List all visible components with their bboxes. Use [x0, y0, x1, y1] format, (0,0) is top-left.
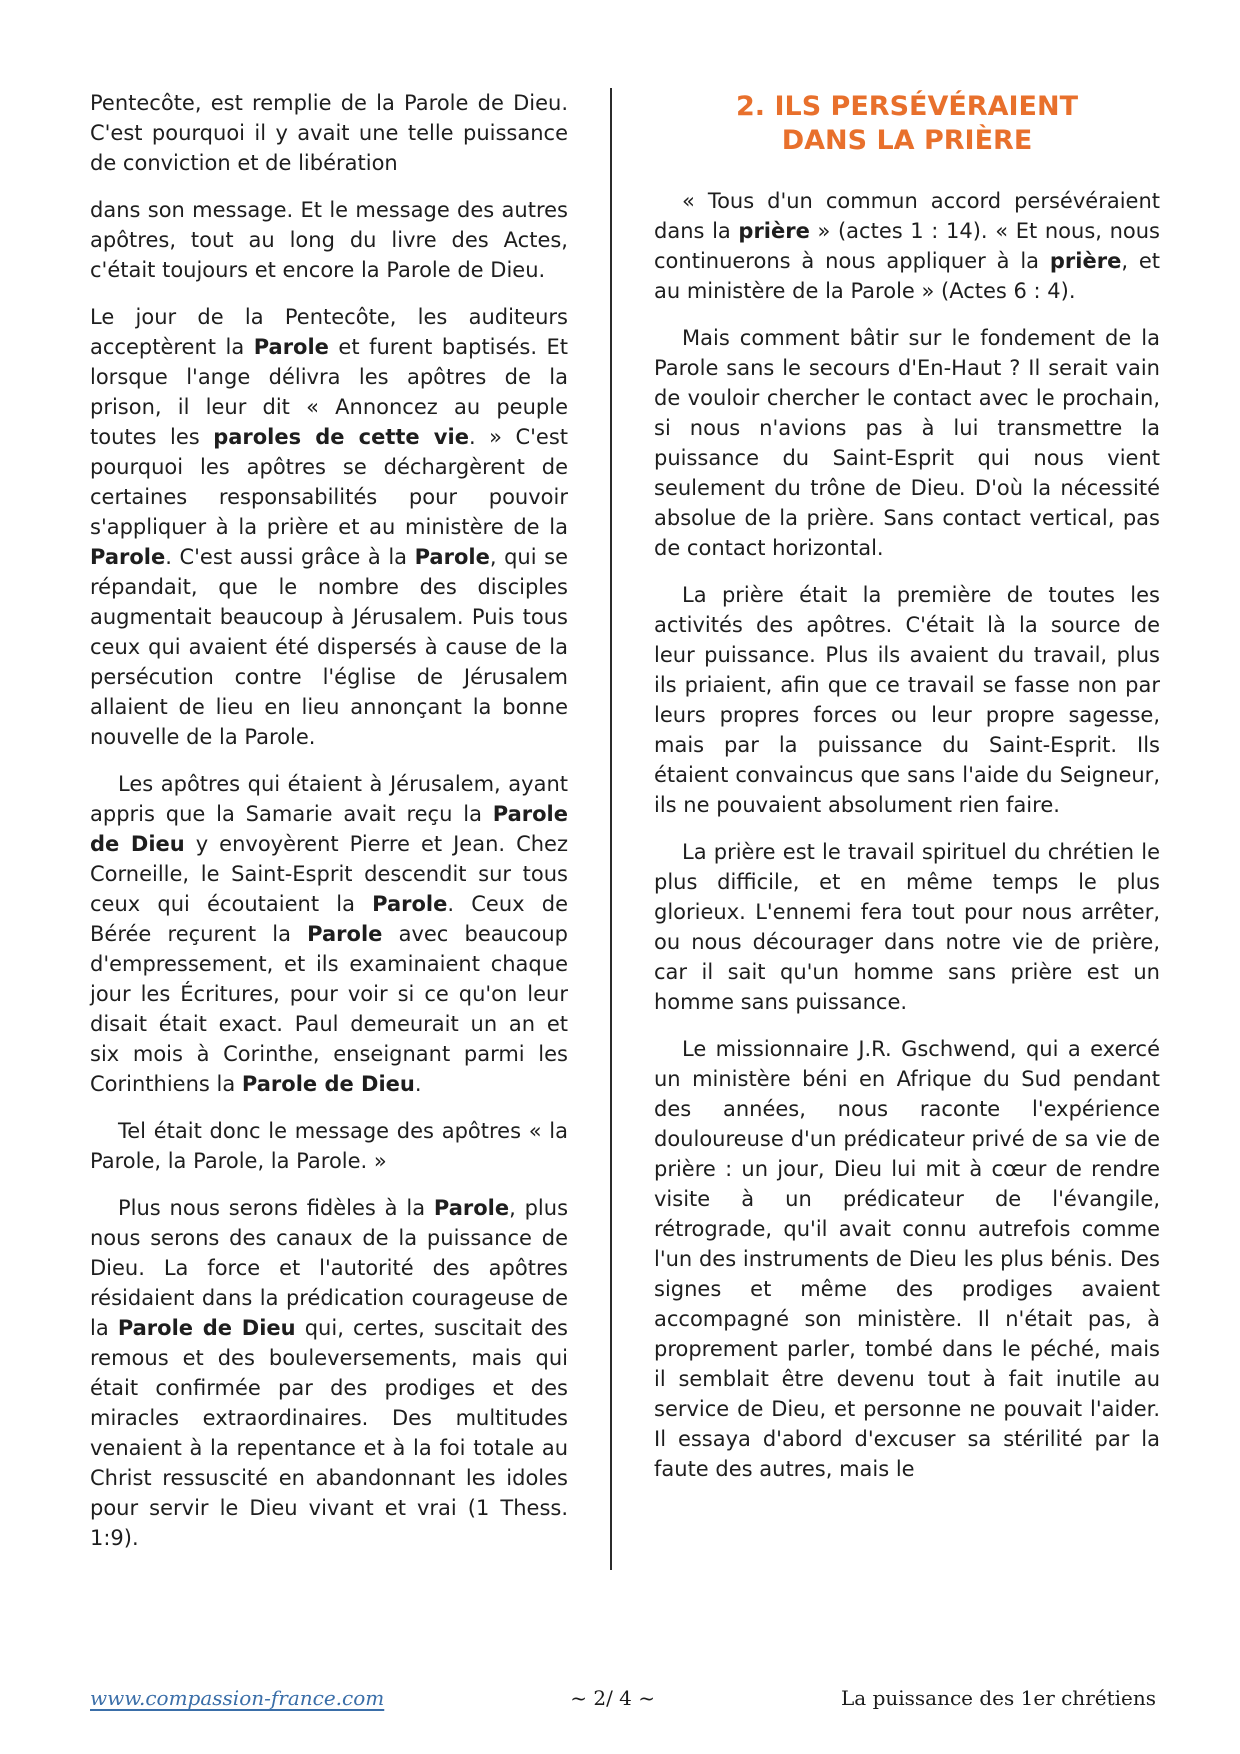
- paragraph: Le missionnaire J.R. Gschwend, qui a exercé un ministère béni en Afrique du Sud pendant des années, nous raconte l'expérience douloureuse d'un prédicateur privé de sa vie de prière : un jour, Dieu lui mit à cœur de rendre visite à un prédicateur de l'évangile, rétrograde, qu'il avait connu autrefois comme l'un des instruments de Dieu les plus bénis. Des signes et même des prodiges avaient accompagné son ministère. Il n'était pas, à proprement parler, tombé dans le péché, mais il semblait être devenu tout à fait inutile au service de Dieu, et personne ne pouvait l'aider. Il essaya d'abord d'excuser sa stérilité par la faute des autres, mais le: [654, 1037, 1160, 1481]
- paragraph: « Tous d'un commun accord persévéraient dans la prière » (actes 1 : 14). « Et nous, nous continuerons à nous appliquer à la prière, et au ministère de la Parole » (Actes 6 : 4).: [654, 189, 1160, 303]
- right-column: [654, 88, 1160, 1570]
- paragraph: Pentecôte, est remplie de la Parole de Dieu. C'est pourquoi il y avait une telle puissance de conviction et de libération: [90, 91, 568, 175]
- footer-document-title: La puissance des 1er chrétiens: [841, 1686, 1156, 1710]
- page-indicator: ~ 2/ 4 ~: [570, 1686, 656, 1710]
- column-divider: [610, 88, 612, 1570]
- paragraph: Les apôtres qui étaient à Jérusalem, ayant appris que la Samarie avait reçu la Parole de Dieu y envoyèrent Pierre et Jean. Chez Corneille, le Saint-Esprit descendit sur tous ceux qui écoutaient la Parole. Ceux de Bérée reçurent la Parole avec beaucoup d'empressement, et ils examinaient chaque jour les Écritures, pour voir si ce qu'on leur disait était exact. Paul demeurait un an et six mois à Corinthe, enseignant parmi les Corinthiens la Parole de Dieu.: [90, 772, 568, 1096]
- section-heading-line: DANS LA PRIÈRE: [781, 125, 1033, 156]
- right-column-body: [654, 186, 1160, 1484]
- left-column: [90, 88, 568, 1570]
- paragraph: Le jour de la Pentecôte, les auditeurs acceptèrent la Parole et furent baptisés. Et lorsque l'ange délivra les apôtres de la prison, il leur dit « Annoncez au peuple toutes les paroles de cette vie. » C'est pourquoi les apôtres se déchargèrent de certaines responsabilités pour pouvoir s'appliquer à la prière et au ministère de la Parole. C'est aussi grâce à la Parole, qui se répandait, que le nombre des disciples augmentait beaucoup à Jérusalem. Puis tous ceux qui avaient été dispersés à cause de la persécution contre l'église de Jérusalem allaient de lieu en lieu annonçant la bonne nouvelle de la Parole.: [90, 305, 568, 749]
- section-heading: [654, 90, 1160, 158]
- section-heading-line: 2. ILS PERSÉVÉRAIENT: [736, 91, 1078, 122]
- paragraph: dans son message. Et le message des autres apôtres, tout au long du livre des Actes, c'était toujours et encore la Parole de Dieu.: [90, 198, 568, 282]
- page-content: [90, 88, 1160, 1570]
- paragraph: Mais comment bâtir sur le fondement de la Parole sans le secours d'En-Haut ? Il serait vain de vouloir chercher le contact avec le prochain, si nous n'avions pas à lui transmettre la puissance du Saint-Esprit qui nous vient seulement du trône de Dieu. D'où la nécessité absolue de la prière. Sans contact vertical, pas de contact horizontal.: [654, 326, 1160, 560]
- paragraph: Tel était donc le message des apôtres « la Parole, la Parole, la Parole. »: [90, 1119, 568, 1173]
- paragraph: La prière est le travail spirituel du chrétien le plus difficile, et en même temps le plus glorieux. L'ennemi fera tout pour nous arrêter, ou nous décourager dans notre vie de prière, car il sait qu'un homme sans prière est un homme sans puissance.: [654, 840, 1160, 1014]
- paragraph: La prière était la première de toutes les activités des apôtres. C'était là la source de leur puissance. Plus ils avaient du travail, plus ils priaient, afin que ce travail se fasse non par leurs propres forces ou leur propre sagesse, mais par la puissance du Saint-Esprit. Ils étaient convaincus que sans l'aide du Seigneur, ils ne pouvaient absolument rien faire.: [654, 583, 1160, 817]
- website-link[interactable]: www.compassion-france.com: [90, 1686, 385, 1710]
- paragraph: Plus nous serons fidèles à la Parole, plus nous serons des canaux de la puissance de Dieu. La force et l'autorité des apôtres résidaient dans la prédication courageuse de la Parole de Dieu qui, certes, suscitait des remous et des bouleversements, mais qui était confirmée par des prodiges et des miracles extraordinaires. Des multitudes venaient à la repentance et à la foi totale au Christ ressuscité en abandonnant les idoles pour servir le Dieu vivant et vrai (1 Thess. 1:9).: [90, 1196, 569, 1550]
- page-footer: [90, 1686, 1156, 1710]
